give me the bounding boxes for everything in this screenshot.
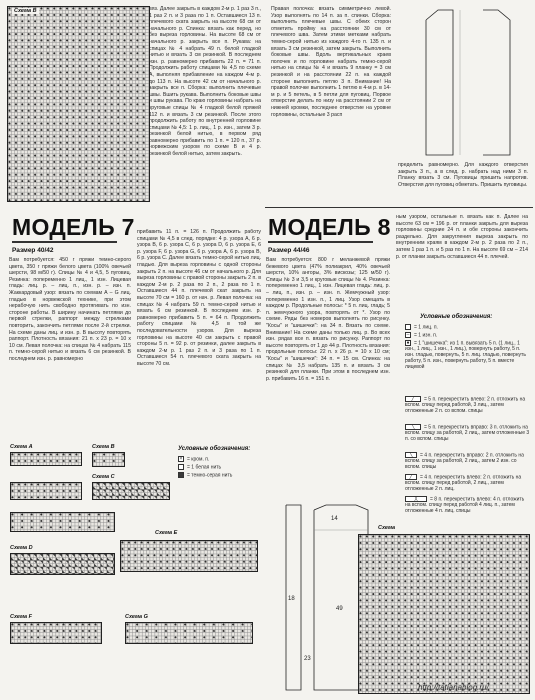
scheme-b-top-label: Схема B: [14, 8, 37, 14]
model7-continued-text: вяз. Далее закрыть в каждом 2-м р. 1 раз 3 п., 1 раз 2 п. и 3 раза по 1 п. Оставшиеся 13 п. плечевого ската закрыть на высоте 68 см от начального р. Спинка: вязать как перед, но без выреза горловины. На высоте 68 см от начального р. закрыть все п. Рукава: на спицах № 4 набрать 49 п. белой гладкой нитью и вязать 3 см резинкой. В последнем изн. р. равномерно прибавить 22 п. = 71 п. Продолжить работу спицами № 4,5 по схеме А, выполняя прибавление на каждом 4-м р. до 113 п. На высоте 42 см от начального р. закрыть все п. Сборка: выполнить плечевые швы. Вшить рукава. Выполнить боковые швы и швы рукава. По краю горловины набрать на круговые спицы № 4 гладкой белой пряжей 112 п. и вязать 3 см резинкой. После этого продолжить работу по внутренней горловине спицами № 4,5: 1 р. лиц., 1 р. изн., затем 3 р. резинкой белой нитью, в первом ряд равномерно прибавить по 1 п. = 120 п., 37 р. норвежским узором по схеме В и 4 р. резинкой белой нитью, затем закрыть.: [149, 6, 261, 158]
scheme-d-chart: [10, 553, 115, 575]
model8-title: МОДЕЛЬ 8: [268, 214, 391, 240]
model7-legend-title: Условные обозначения:: [178, 446, 251, 452]
legend-m8-row-7: ╱ = 4 п. перекрестить влево: 2 п. отложить на вспом. спицу перед работой, 2 лиц., затем отложенные 2 п. лиц.: [405, 474, 522, 493]
legend-m8-row-8: ╳ = 8 п. перекрестить влево: 4 п. отложить на вспом. спицу перед работой 4 лиц. п., затем отложенные 4 п. лиц. спицы: [405, 496, 525, 515]
model7-title-underline: [12, 241, 117, 243]
buttonhole-text: пределить равномерно. Для каждого отверстия закрыть 3 п., а в след. р. набрать над ними 3 п. Планку вязать 3 см. Пуговицы пришить напротив. Отверстия для пуговиц обметать. Пришить пуговицы.: [398, 162, 528, 188]
bobble-stitch-icon: ●: [406, 340, 410, 346]
scheme-e-label: Схема E: [155, 530, 178, 536]
edge-stitch-icon: ×: [179, 456, 183, 462]
model7-title: МОДЕЛЬ 7: [12, 214, 135, 240]
cable-left-8-icon: ╳: [405, 496, 427, 502]
legend-m8-row-3: ● = 1 "шишечка": из 1 п. вывязать 5 п. (1 лиц., 1 изн., 1 лиц., 1 изн., 1 лиц.), повернуть работу, 5 п. изн. гладью, повернуть, 5 п. лиц. гладью, повернуть работу, 5 п. изн., повернуть работу, 5 п. вместе лицевой: [405, 340, 526, 371]
legend-m7-row-3: = темно-серая нить: [178, 472, 232, 478]
cable-right-4-icon: ╲: [405, 452, 417, 458]
top-divider: [265, 207, 533, 208]
legend-m7-row-2: = 1 белая нить: [178, 464, 221, 470]
scheme-g-label: Схема G: [125, 614, 148, 620]
legend-m8-row-6: ╲ = 4 п. перекрестить вправо: 2 п. отложить на вспом. спицу за работой, 2 лиц., затем 2 изн. со вспом. спицы: [405, 452, 524, 471]
legend-m8-row-2: – = 1 изн. п.: [406, 332, 438, 339]
scheme-b-top-chart: [7, 6, 150, 202]
purl-stitch-icon: –: [406, 332, 410, 338]
dim-num-5: 23: [304, 656, 311, 662]
scheme-a-chart: [10, 452, 82, 466]
model8-text-a: Вам потребуется: 800 г меланжевой пряжи бежевого цвета (47% полиакрил, 40% овечьей шерсти, 10% ангоры, 3% вискозы; 125 м/50 г). Спицы № 3 и 3,5 и круговые спицы № 4. Резинка: попеременно 1 лиц., 1 изн. Лицевая гладь: лиц. р. – лиц. п., изн. р. – изн. п. Жемчужный узор: попеременно 1 изн. п., 1 лиц. Узор смещать в каждом р. Продольные полосы: * 5 п. лиц. гладь; 5 п. жемчужного узора, повторять от *. Узор по схеме. Ряды без номеров выполнять по рисунку. "Косы" и "шишечки": на 34 п. Вязать по схеме. Внимание! На схеме даны только лиц. р. Во всех изн. рядах все п. вязать по рисунку. Раппорт по высоте повторять от 1 до 44 р. Плотность вязания: продольные полосы: 22 п. х 26 р. = 10 х 10 см; "Косы" и "шишечки": 34 п. = 15 см. Спинка: на спицах № 3,5 набрать 135 п. и вязать 3 см резинкой для планки. При этом в последнем изн. р. прибавить 16 п. = 151 п.: [266, 257, 390, 382]
model-right-panel-text: Правая полочка: вязать симметрично левой. Узор выполнять по 14 п. за п. спинки. Сборка: выполнить плечевые швы. С обеих сторон отметить пройму на расстоянии 30 см от плечевого шва. Затем этими метками набрать темно-серой нитью из каждого 4-го п. 135 п. и вязать 3 см резинкой, затем закрыть. Выполнить боковые швы. Вдоль вертикальных краев полочек и по горловине набрать темно-серой нитью на спицы № 4 и вязать 9 планку = 3 см резинкой и на расстоянии 22 п. на каждой стороне выполнить петлю 3 п. Внимание! На правой полочке выполнить 1 петлю в 4-м р. в 14-м р. и 5 петель, в 5 петли для пуговиц. Порвое отверстие делать по низу на расстоянии 2 см от нижней кромки, последнее отверстие на уровне горловины, остальные 3 расп: [271, 6, 391, 118]
scheme-m8-label: Схема: [378, 525, 396, 531]
legend-m7-row-1: × = кром. п.: [179, 456, 210, 463]
scheme-e-left-chart: [10, 512, 115, 532]
scheme-c-label: Схема C: [92, 474, 115, 480]
cable-left-5-icon: ╱: [405, 396, 421, 402]
cable-left-4-icon: ╱: [405, 474, 417, 480]
model8-legend-title: Условные обозначения:: [420, 314, 493, 320]
dim-num-2: 49: [336, 606, 343, 612]
scheme-a-label: Схема A: [10, 444, 33, 450]
cable-right-5-icon: ╲: [405, 424, 421, 430]
dim-num-1: 14: [331, 516, 338, 522]
model8-title-underline: [268, 241, 373, 243]
scheme-m8-chart: [358, 534, 530, 694]
model7-size: Размер 40/42: [12, 247, 54, 254]
scheme-b-chart: [92, 452, 125, 467]
scheme-d-label: Схема D: [10, 545, 33, 551]
model8-size: Размер 44/46: [268, 247, 310, 254]
scheme-c-chart: [92, 482, 170, 500]
scheme-b-label: Схема B: [92, 444, 115, 450]
garment-diagram-top: [398, 5, 533, 165]
white-yarn-icon: [178, 464, 184, 470]
watermark-url[interactable]: http://tatianablog.ru/: [418, 683, 489, 692]
scheme-f-chart: [10, 622, 102, 644]
dim-num-0: 18: [288, 596, 295, 602]
model7-text-a: Вам потребуется: 450 г пряжи темно-серого цвета, 350 г пряжи белого цвета (100% овечьей шерсти, 98 м/50 г). Спицы № 4 и 4,5, 5 пуговиц. Резинка: попеременно 1 лиц., 1 изн. Лицевая гладь: лиц. р. – лиц. п., изн. р. – изн. п. Жаккардовый узор: вязать по схемам А – G лиц. гладью в норвежской технике, при этом нерабочую нить свободно протягивать по изн. стороне работы. В ширину начинать петлями до первой стрелки, раппорт между стрелками повторить, закончить петлями после 2-й стрелки. На схеме даны лиц. и изн. р. В высоту повторять раппорт. Плотность вязания: 21 п. х 23 р. = 10 х 10 см. Левая полочка: на спицах № 4 набрать 115 п. темно-серой нитью и вязать 6 см резинкой. В последнем изн. р. равномерно: [9, 257, 131, 362]
model7-text-b: прибавить 11 п. = 126 п. Продолжить работу спицами № 4,5 в след. порядке: 4 р. узора А, 6 р. узора В, 6 р. узора С, 6 р. узора D, 6 р. узора Е, 6 р. узора F, 6 р. узора G, 6 р. узора А, 6 р. узора В, 6 р. узора С. Далее вязать темно-серой нитью лиц. гладью. Для выреза горловины с одной стороны закрыть 2 п. на высоте 46 см от начального р. Для выреза горловины с правой стороны закрыть 2 п. в каждом 2-м р. 2 раза по 2 п., 2 раза по 1 п. Оставшиеся 44 п. плечевой скат закрыть на высоте 70 см = 160 р. от нач. р. Левая полочка: на спицах № 4 набрать 59 п. темно-серой нитью и вязать 6 см резинкой. В последнем изн. р. равномерно прибавить 5 п. = 64 п. Продолжить работу спицами № 4,5 в той же последовательности узоров. Для выреза горловины на высоте 40 см закрыть с правой стороны 5 п. = 92 р. от резинки, далее закрыть в каждом 2-м р. 1 раз 2 п. и 3 раза по 1 п. Оставшиеся 54 п. плечевого ската закрыть на высоте 70 см.: [137, 229, 261, 367]
legend-m8-row-5: ╲ = 5 п. перекрестить вправо: 3 п. отложить на вспом. спицу за работой, 2 лиц., затем отложенные 3 п. со вспом. спицы: [405, 424, 530, 443]
scheme-f-label: Схема F: [10, 614, 32, 620]
legend-m8-row-4: ╱ = 5 п. перекрестить влево: 2 п. отложить на вспом. спицу перед работой, 3 лиц., затем отложенные 2 п. со вспом. спицы: [405, 396, 526, 415]
knit-stitch-icon: [405, 324, 411, 330]
dark-grey-yarn-icon: [178, 472, 184, 478]
model8-text-b: ным узором, остальные п. вязать как п. Далее на высоте 63 см = 196 р. от планки закрыть для выреза горловины средние 24 п. и обе стороны закончить раздельно. Для закругления выреза закрыть по внутренним краям в каждом 2-м р. 2 раза по 2 п., затем 1 раз 1 п. и 5 раз по 1 п. На высоте 69 см – 214 р. от планки закрыть оставшиеся 44 п. плечей.: [396, 214, 528, 260]
scheme-e-chart: [120, 540, 258, 572]
legend-m8-row-1: = 1 лиц. п.: [405, 324, 530, 330]
scheme-c-left-chart: [10, 482, 82, 500]
scheme-g-chart: [125, 622, 253, 644]
